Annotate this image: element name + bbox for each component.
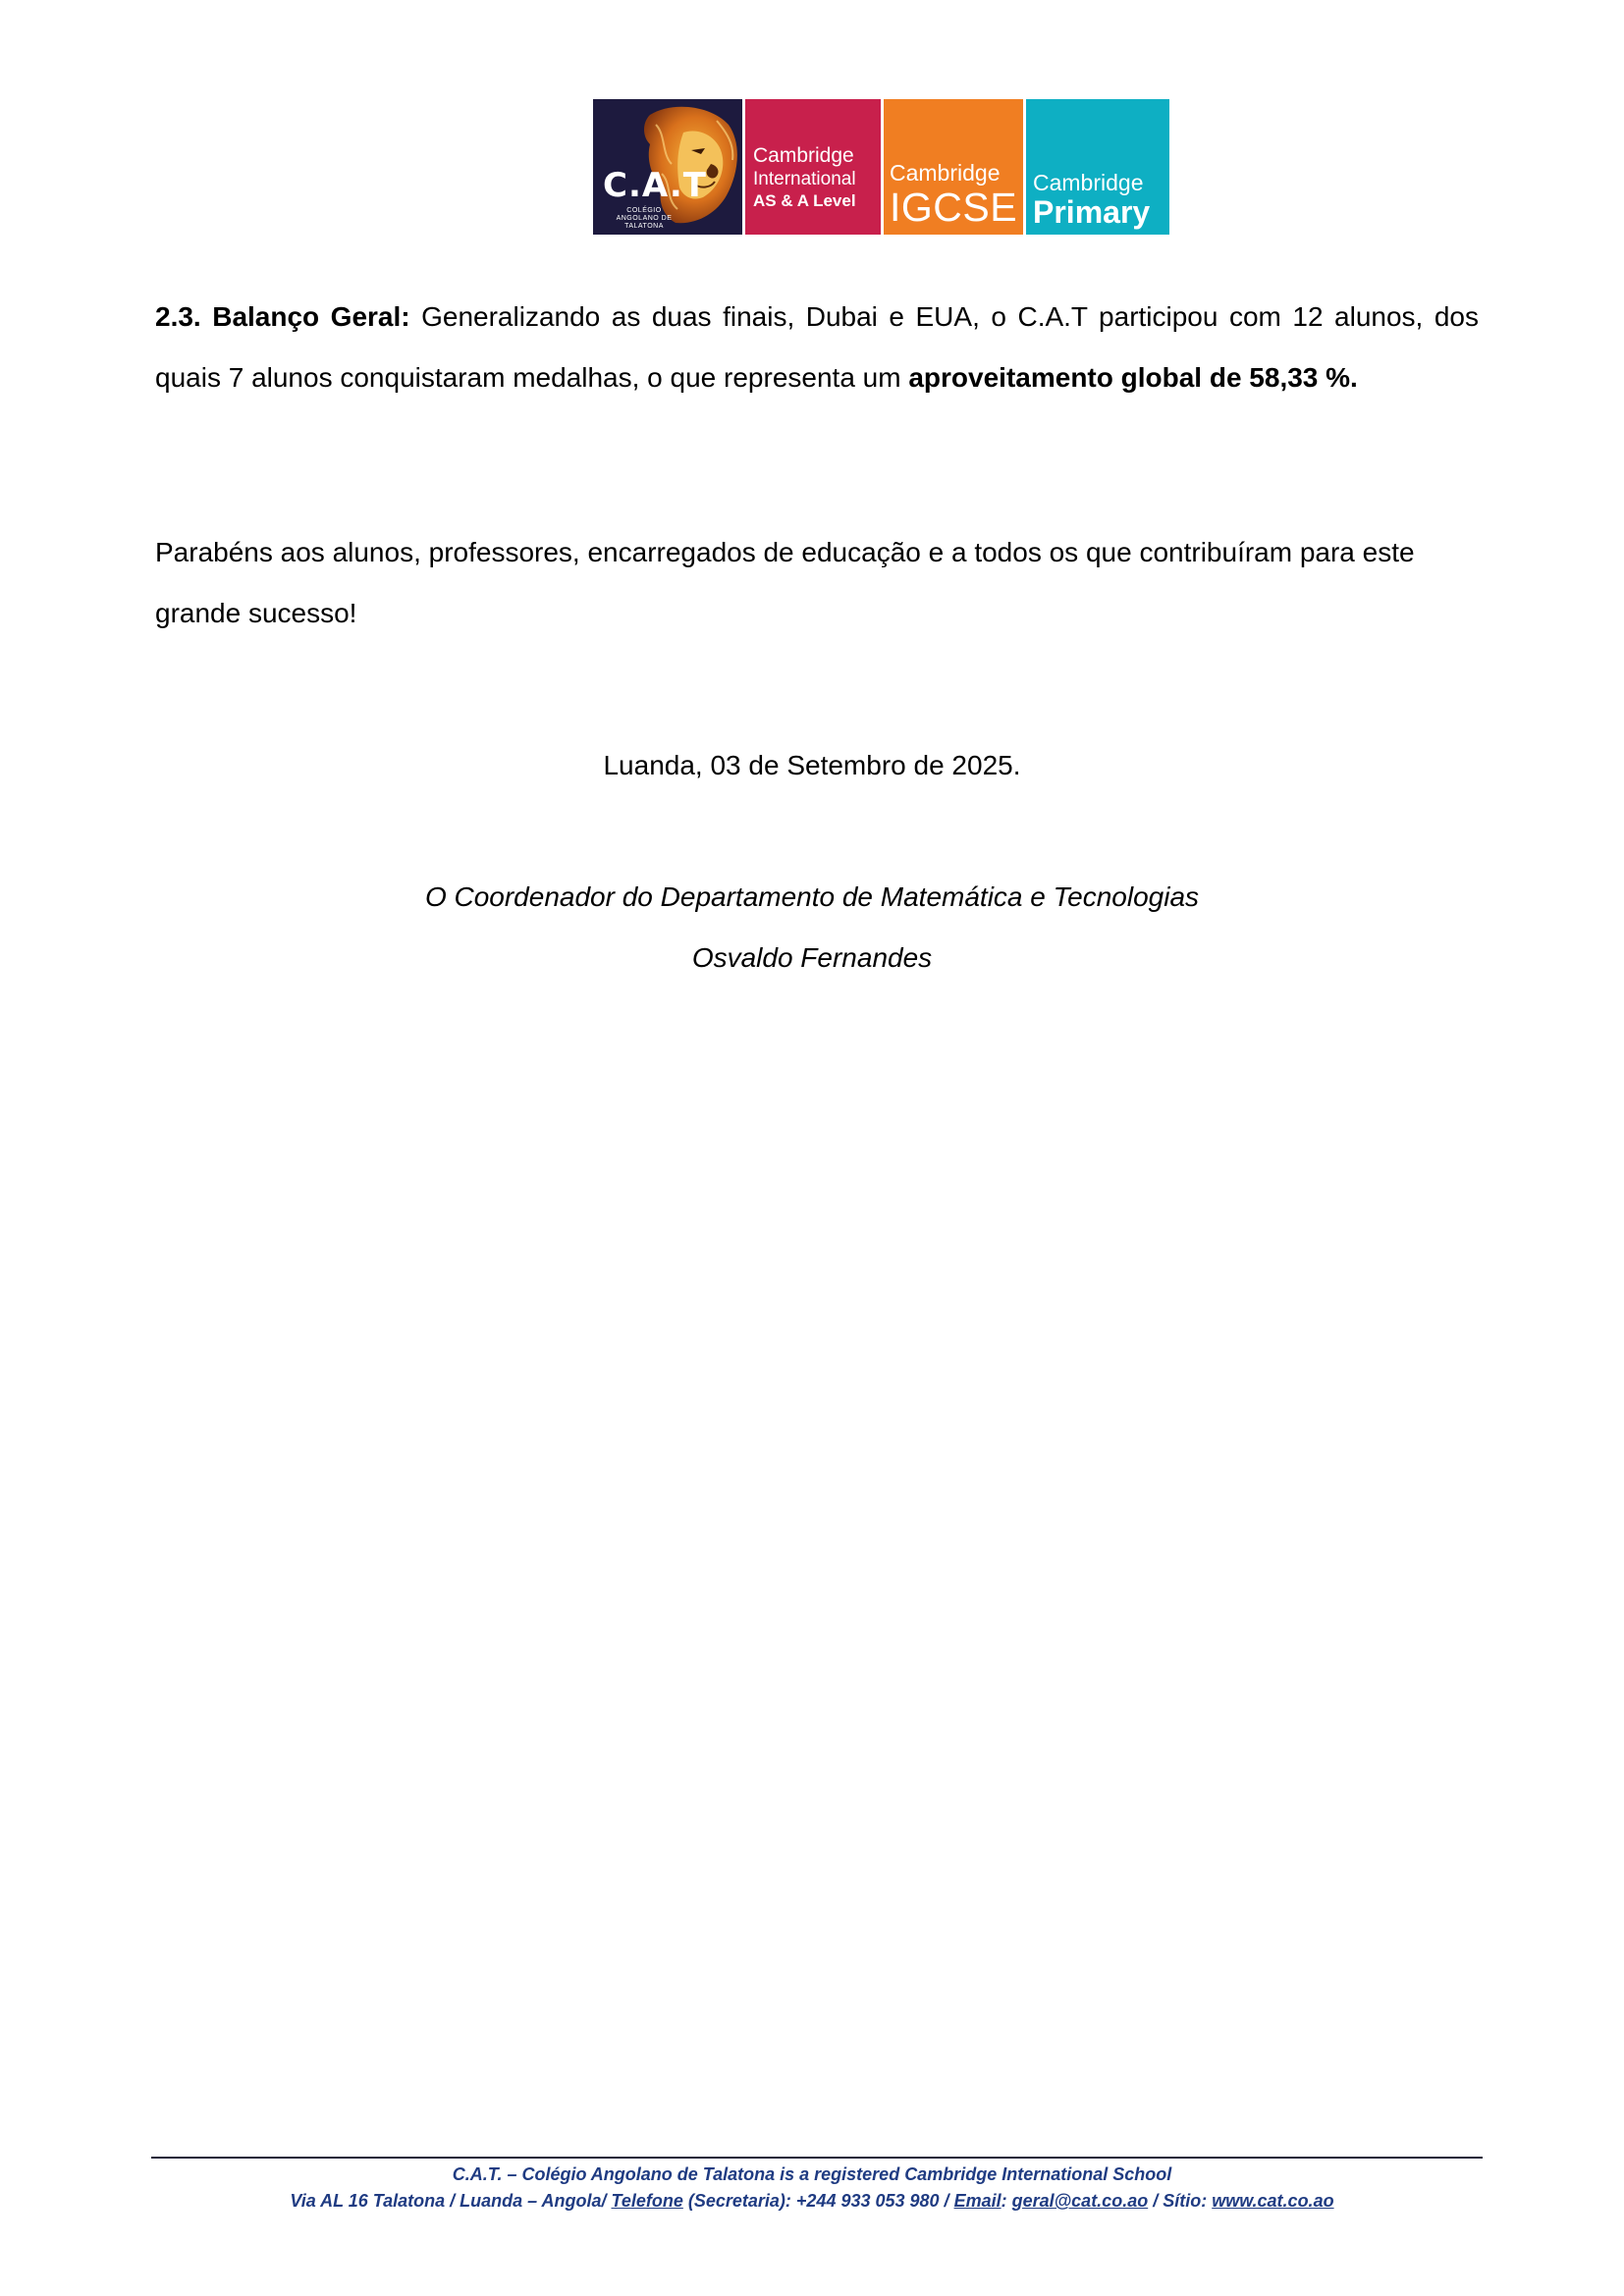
balance-paragraph <box>155 287 1479 408</box>
footer-address: Via AL 16 Talatona / Luanda – Angola/ <box>290 2191 612 2211</box>
balance-highlight: aproveitamento global de 58,33 %. <box>908 362 1358 393</box>
cat-logo-subtitle: COLÉGIO ANGOLANO DE TALATONA <box>616 207 673 230</box>
cat-logo <box>593 99 742 235</box>
footer-phone-label: Telefone <box>611 2191 683 2211</box>
intl-logo-line3: AS & A Level <box>753 191 856 210</box>
cambridge-primary-logo <box>1026 99 1169 235</box>
footer-phone: (Secretaria): +244 933 053 980 / <box>682 2191 954 2211</box>
signature-title: O Coordenador do Departamento de Matemática e Tecnologias <box>424 881 1200 912</box>
primary-logo-line1: Cambridge <box>1033 170 1144 195</box>
footer-school-line: C.A.T. – Colégio Angolano de Talatona is a registered Cambridge International School <box>452 2164 1172 2184</box>
igcse-logo-line2: IGCSE <box>890 185 1018 230</box>
date-line: Luanda, 03 de Setembro de 2025. <box>603 750 1021 780</box>
footer-site-label: / Sítio: <box>1148 2191 1213 2211</box>
cambridge-igcse-logo <box>884 99 1023 235</box>
balance-text: Generalizando as duas finais, Dubai e EUA, o C.A.T participou com 12 alunos, dos quais 7 alunos conquistaram medalhas, o que representa um <box>155 301 1479 393</box>
primary-logo-line2: Primary <box>1033 194 1151 230</box>
footer-email-sep: : <box>1001 2191 1012 2211</box>
footer-site-link[interactable]: www.cat.co.ao <box>1212 2191 1334 2211</box>
intl-logo-line2: International <box>753 169 856 189</box>
footer-email-label: Email <box>953 2191 1001 2211</box>
footer-email-link[interactable]: geral@cat.co.ao <box>1011 2191 1149 2211</box>
header-logo-strip <box>593 99 1172 235</box>
footer-divider <box>151 2157 1483 2159</box>
cat-logo-letters: C.A.T <box>603 166 707 205</box>
intl-logo-line1: Cambridge <box>753 144 854 167</box>
signature-name: Osvaldo Fernandes <box>691 942 933 973</box>
congrats-paragraph: Parabéns aos alunos, professores, encarregados de educação e a todos os que contribuíram para este grande sucesso! <box>155 537 1415 628</box>
balance-heading: 2.3. Balanço Geral: <box>155 301 410 332</box>
cambridge-international-logo <box>745 99 881 235</box>
footer-contact-line <box>0 2189 1624 2213</box>
igcse-logo-line1: Cambridge <box>890 160 1001 186</box>
